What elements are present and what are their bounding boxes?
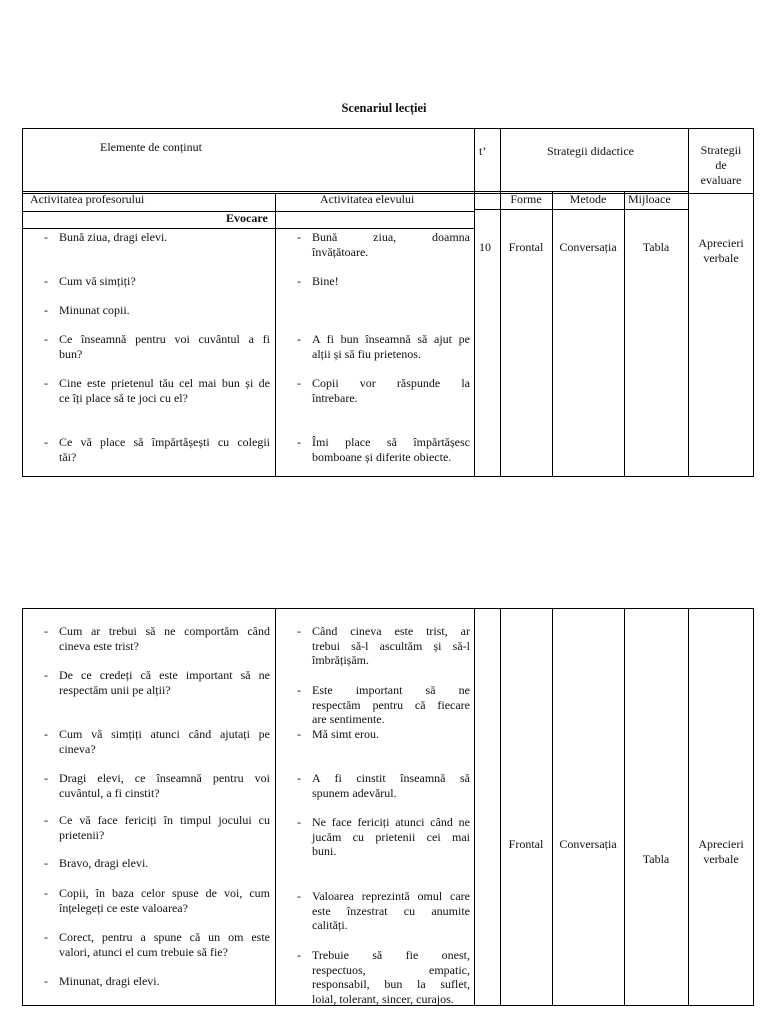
teacher-activity-header: Activitatea profesorului bbox=[30, 192, 145, 206]
teacher-item: - Bravo, dragi elevi. bbox=[44, 856, 149, 870]
teacher-item: - Cum vă simțiți? bbox=[44, 274, 136, 288]
teacher-item: - Dragi elevi, ce înseamnă pentru voi cuvântul, a fi cinstit? bbox=[44, 771, 270, 800]
student-item: - Bine! bbox=[297, 274, 339, 288]
forms-header: Forme bbox=[510, 192, 542, 206]
section-evocare: Evocare bbox=[226, 211, 268, 225]
teacher-item: - Minunat, dragi elevi. bbox=[44, 974, 160, 988]
content-header: Elemente de conținut bbox=[100, 140, 202, 154]
student-item: - Valoarea reprezintă omul care este înzestrat cu anumite calități. bbox=[297, 889, 470, 933]
evaluation-value: Aprecieri verbale bbox=[698, 837, 744, 866]
student-item: - Îmi place să împărtășesc bomboane și diferite obiecte. bbox=[297, 435, 470, 464]
time-header: t’ bbox=[479, 144, 487, 158]
teacher-item: - Ce vă place să împărtășești cu colegii tăi? bbox=[44, 435, 270, 464]
method-value: Conversația bbox=[559, 837, 617, 851]
teacher-item: - Cine este prietenul tău cel mai bun și de ce îți place să te joci cu el? bbox=[44, 376, 270, 405]
means-value: Tabla bbox=[642, 852, 670, 866]
student-item: - Trebuie să fie onest, respectuos, empatic, responsabil, bun la suflet, loial, tolerant, sincer, curajos. bbox=[297, 948, 470, 1006]
student-item: - Copii vor răspunde la întrebare. bbox=[297, 376, 470, 405]
teacher-item: - Cum vă simțiți atunci când ajutați pe cineva? bbox=[44, 727, 270, 756]
student-item: - Când cineva este trist, ar trebui să-l ascultăm și să-l îmbrățișăm. bbox=[297, 624, 470, 668]
student-item: - A fi cinstit înseamnă să spunem adevărul. bbox=[297, 771, 470, 800]
student-item: - Bună ziua, doamna învățătoare. bbox=[297, 230, 470, 259]
page-title: Scenariul lecției bbox=[341, 101, 427, 115]
means-value: Tabla bbox=[642, 240, 670, 254]
form-value: Frontal bbox=[508, 837, 544, 851]
methods-header: Metode bbox=[569, 192, 607, 206]
teacher-item: - Ce înseamnă pentru voi cuvântul a fi bun? bbox=[44, 332, 270, 361]
time-value: 10 bbox=[479, 240, 491, 254]
means-header: Mijloace bbox=[628, 192, 671, 206]
method-value: Conversația bbox=[559, 240, 617, 254]
teacher-item: - Ce vă face fericiți în timpul jocului cu prietenii? bbox=[44, 813, 270, 842]
teacher-item: - Corect, pentru a spune că un om este valori, atunci el cum trebuie să fie? bbox=[44, 930, 270, 959]
student-item: - A fi bun înseamnă să ajut pe alții și să fiu prietenos. bbox=[297, 332, 470, 361]
student-item: - Este important să ne respectăm pentru că fiecare are sentimente. bbox=[297, 683, 470, 727]
teacher-item: - Cum ar trebui să ne comportăm când cineva este trist? bbox=[44, 624, 270, 653]
student-item: - Ne face fericiți atunci când ne jucăm cu prietenii cei mai buni. bbox=[297, 815, 470, 859]
teacher-item: - Minunat copii. bbox=[44, 303, 130, 317]
evaluation-value: Aprecieri verbale bbox=[698, 236, 744, 265]
strategies-header: Strategii didactice bbox=[547, 144, 634, 158]
teacher-item: - De ce credeți că este important să ne respectăm unii pe alții? bbox=[44, 668, 270, 697]
form-value: Frontal bbox=[508, 240, 544, 254]
teacher-item: - Copii, în baza celor spuse de voi, cum înțelegeți ce este valoarea? bbox=[44, 886, 270, 915]
student-activity-header: Activitatea elevului bbox=[320, 192, 415, 206]
student-item: - Mă simt erou. bbox=[297, 727, 379, 741]
evaluation-header: Strategii de evaluare bbox=[700, 143, 742, 187]
teacher-item: - Bună ziua, dragi elevi. bbox=[44, 230, 168, 244]
